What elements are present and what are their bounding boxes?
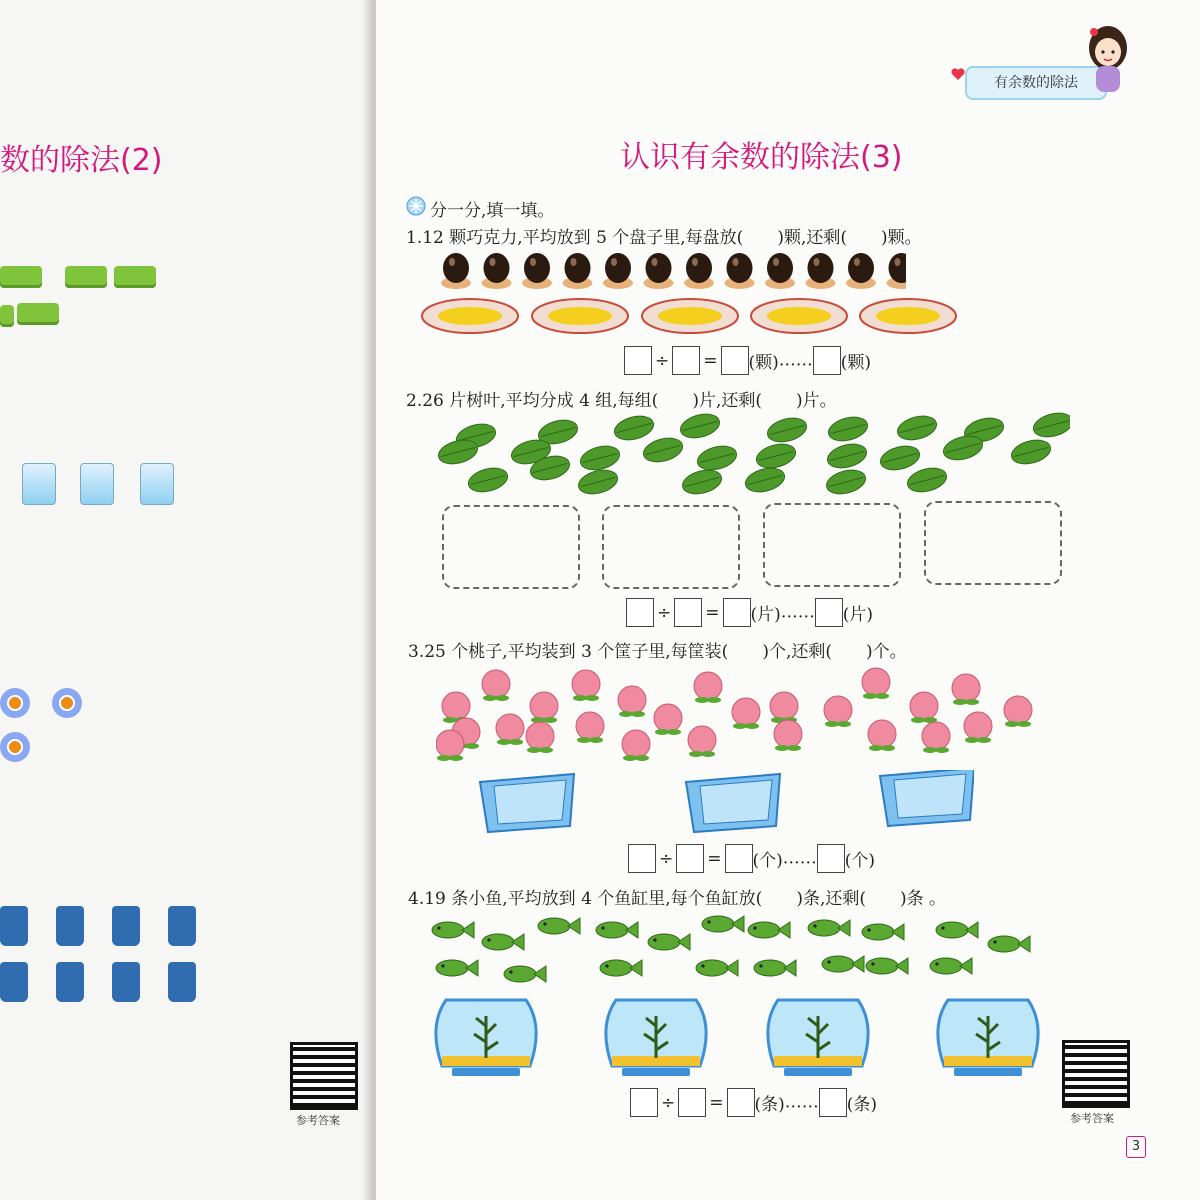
left-page xyxy=(0,0,372,1200)
trash-can-icon xyxy=(168,962,196,1002)
answer-box[interactable] xyxy=(628,844,656,873)
fish-icon xyxy=(866,958,908,974)
fishbowl-icon xyxy=(436,1000,536,1076)
leaf-icon xyxy=(825,440,869,472)
peach-icon xyxy=(436,730,464,761)
question-1: 1.12 颗巧克力,平均放到 5 个盘子里,每盘放( )颗,还剩( )颗。 xyxy=(406,228,922,248)
answer-box[interactable] xyxy=(817,844,845,873)
unit-label: (颗) xyxy=(840,353,872,373)
answer-box[interactable] xyxy=(815,598,843,627)
trash-can-icon xyxy=(0,962,28,1002)
fish-icon xyxy=(538,918,580,934)
qr-caption: 参考答案 xyxy=(296,1114,340,1127)
peach-icon xyxy=(774,720,802,751)
group-box xyxy=(602,505,740,589)
equals-sign: = xyxy=(707,848,722,869)
leaf-icon xyxy=(878,442,922,474)
chocolate-icon xyxy=(725,253,755,289)
leaf-icon xyxy=(1009,436,1053,468)
fish-icon xyxy=(808,920,850,936)
chocolate-icon xyxy=(765,253,795,289)
unit-label: (条) xyxy=(754,1095,785,1115)
green-block xyxy=(65,266,107,288)
chocolate-icon xyxy=(846,253,876,289)
fish-icon xyxy=(754,960,796,976)
chocolate-icon xyxy=(644,253,674,289)
chocolate-icon xyxy=(441,253,471,289)
leaf-icon xyxy=(678,410,722,442)
snowflake-icon xyxy=(406,196,426,216)
fish-icon xyxy=(482,934,524,950)
trash-can-icon xyxy=(56,962,84,1002)
peach-icon xyxy=(654,704,682,735)
peach-icon xyxy=(496,714,524,745)
equation-2 xyxy=(626,598,873,627)
answer-box[interactable] xyxy=(725,844,753,873)
girl-avatar-icon xyxy=(1086,22,1130,94)
peach-icon xyxy=(732,698,760,729)
fish-row xyxy=(426,910,1056,988)
equation-1 xyxy=(624,346,871,375)
chocolate-icon xyxy=(603,253,633,289)
chocolate-icon xyxy=(563,253,593,289)
unit-label: (个) xyxy=(752,851,783,871)
peach-icon xyxy=(922,722,950,753)
chocolate-icon xyxy=(684,253,714,289)
division-sign: ÷ xyxy=(661,1092,676,1113)
green-block xyxy=(114,266,156,288)
division-sign: ÷ xyxy=(659,848,674,869)
chocolate-icon xyxy=(482,253,512,289)
qr-caption: 参考答案 xyxy=(1070,1112,1114,1125)
qr-code-icon[interactable] xyxy=(1062,1040,1130,1108)
leaf-icon xyxy=(895,412,939,444)
answer-box[interactable] xyxy=(626,598,654,627)
trash-can-icon xyxy=(0,906,28,946)
answer-box[interactable] xyxy=(813,346,841,375)
question-2: 2.26 片树叶,平均分成 4 组,每组( )片,还剩( )片。 xyxy=(406,391,837,411)
equals-sign: = xyxy=(709,1092,724,1113)
milk-bag-icon xyxy=(22,463,56,505)
equation-4 xyxy=(630,1088,877,1117)
chocolate-row xyxy=(436,250,906,292)
chocolate-icon xyxy=(522,253,552,289)
answer-box[interactable] xyxy=(630,1088,658,1117)
answer-box[interactable] xyxy=(674,598,702,627)
leaf-icon xyxy=(905,464,949,496)
unit-label: (片) xyxy=(842,605,874,625)
group-box xyxy=(763,503,901,587)
unit-label: (颗) xyxy=(748,353,779,373)
unit-label: (个) xyxy=(844,851,876,871)
peach-icon xyxy=(530,692,558,723)
group-box xyxy=(442,505,580,589)
peach-icon xyxy=(622,730,650,761)
peach-icon xyxy=(862,668,890,699)
fish-icon xyxy=(600,960,642,976)
answer-box[interactable] xyxy=(678,1088,706,1117)
leaf-icon xyxy=(765,414,809,446)
answer-box[interactable] xyxy=(624,346,652,375)
fish-icon xyxy=(702,916,744,932)
answer-box[interactable] xyxy=(723,598,751,627)
remainder-sign: …… xyxy=(780,602,815,623)
leaf-icon xyxy=(680,466,724,498)
flower-icon xyxy=(52,688,82,718)
fishbowl-icon xyxy=(768,1000,868,1076)
milk-bag-icon xyxy=(80,463,114,505)
division-sign: ÷ xyxy=(655,350,670,371)
unit-label: (片) xyxy=(750,605,781,625)
trash-can-icon xyxy=(112,962,140,1002)
leaf-icon xyxy=(826,413,870,445)
leaf-icon xyxy=(576,466,620,498)
peach-icon xyxy=(964,712,992,743)
section-tag: 有余数的除法 xyxy=(965,66,1107,100)
fish-icon xyxy=(432,922,474,938)
fish-icon xyxy=(822,956,864,972)
answer-box[interactable] xyxy=(819,1088,847,1117)
milk-bag-icon xyxy=(140,463,174,505)
flower-icon xyxy=(0,688,30,718)
remainder-sign: …… xyxy=(782,848,817,869)
peach-icon xyxy=(1004,696,1032,727)
green-block xyxy=(17,303,59,325)
answer-box[interactable] xyxy=(672,346,700,375)
peach-row xyxy=(436,662,1056,770)
fish-icon xyxy=(930,958,972,974)
basket-icon xyxy=(480,774,574,832)
peach-icon xyxy=(572,670,600,701)
leaf-icon xyxy=(641,434,685,466)
flower-icon xyxy=(0,732,30,762)
question-3: 3.25 个桃子,平均装到 3 个筐子里,每筐装( )个,还剩( )个。 xyxy=(408,642,907,662)
fishbowl-row xyxy=(432,996,1052,1080)
page-number: 3 xyxy=(1126,1136,1146,1158)
peach-icon xyxy=(952,674,980,705)
fish-icon xyxy=(936,922,978,938)
fish-icon xyxy=(862,924,904,940)
answer-box[interactable] xyxy=(721,346,749,375)
fish-icon xyxy=(504,966,546,982)
peach-icon xyxy=(694,672,722,703)
question-4: 4.19 条小鱼,平均放到 4 个鱼缸里,每个鱼缸放( )条,还剩( )条 。 xyxy=(408,889,947,909)
peach-icon xyxy=(910,692,938,723)
instruction: 分一分,填一填。 xyxy=(430,201,555,221)
remainder-sign: …… xyxy=(784,1092,819,1113)
trash-can-icon xyxy=(112,906,140,946)
leaf-row xyxy=(430,410,1070,502)
leaf-icon xyxy=(695,442,739,474)
heart-icon xyxy=(950,66,966,82)
fish-icon xyxy=(436,960,478,976)
leaf-icon xyxy=(578,442,622,474)
page-title: 认识有余数的除法(3) xyxy=(620,140,903,175)
equals-sign: = xyxy=(703,350,718,371)
peach-icon xyxy=(688,726,716,757)
trash-can-icon xyxy=(56,906,84,946)
qr-code-icon[interactable] xyxy=(290,1042,358,1110)
division-sign: ÷ xyxy=(657,602,672,623)
leaf-icon xyxy=(754,440,798,472)
equals-sign: = xyxy=(705,602,720,623)
unit-label: (条) xyxy=(846,1095,878,1115)
peach-icon xyxy=(770,692,798,723)
fish-icon xyxy=(596,922,638,938)
leaf-icon xyxy=(824,466,868,498)
green-block xyxy=(0,266,42,288)
peach-icon xyxy=(868,720,896,751)
fishbowl-icon xyxy=(606,1000,706,1076)
basket-row xyxy=(474,770,974,840)
peach-icon xyxy=(618,686,646,717)
left-page-title: 数的除法(2) xyxy=(0,143,163,178)
leaf-icon xyxy=(743,464,787,496)
group-box xyxy=(924,501,1062,585)
plate-row xyxy=(420,296,980,336)
fish-icon xyxy=(748,922,790,938)
leaf-icon xyxy=(612,412,656,444)
green-block xyxy=(0,305,14,327)
fish-icon xyxy=(696,960,738,976)
answer-box[interactable] xyxy=(727,1088,755,1117)
remainder-sign: …… xyxy=(778,350,813,371)
fishbowl-icon xyxy=(938,1000,1038,1076)
peach-icon xyxy=(482,670,510,701)
fish-icon xyxy=(988,936,1030,952)
leaf-icon xyxy=(466,464,510,496)
peach-icon xyxy=(576,712,604,743)
chocolate-icon xyxy=(887,253,907,289)
peach-icon xyxy=(526,722,554,753)
answer-box[interactable] xyxy=(676,844,704,873)
peach-icon xyxy=(824,696,852,727)
equation-3 xyxy=(628,844,875,873)
leaf-icon xyxy=(1031,410,1070,441)
trash-can-icon xyxy=(168,906,196,946)
chocolate-icon xyxy=(806,253,836,289)
fish-icon xyxy=(648,934,690,950)
